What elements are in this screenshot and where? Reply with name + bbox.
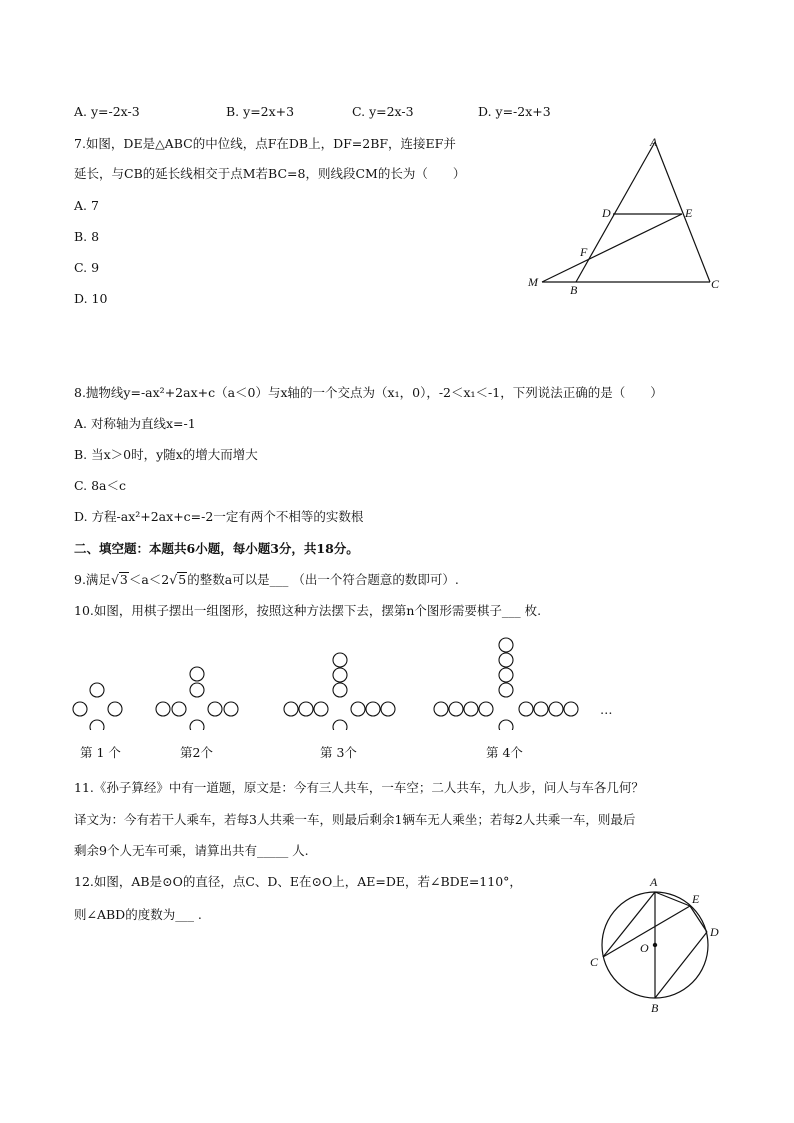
label-o: O bbox=[640, 941, 649, 955]
chord-ae bbox=[655, 892, 690, 906]
q8-option-c: C. 8a＜c bbox=[74, 478, 126, 493]
q8-option-b: B. 当x＞0时，y随x的增大而增大 bbox=[74, 447, 258, 462]
figure-3 bbox=[284, 653, 395, 730]
q7-option-d: D. 10 bbox=[74, 291, 108, 306]
q10-caption-1: 第 1 个 bbox=[80, 745, 121, 760]
q6-option-b: B. y=2x+3 bbox=[226, 104, 295, 119]
sqrt-symbol: √ bbox=[110, 572, 119, 587]
q8-option-a: A. 对称轴为直线x=-1 bbox=[74, 416, 196, 431]
label-a: A bbox=[650, 135, 658, 149]
q12-circle-figure bbox=[582, 870, 732, 1015]
q10-ellipsis: … bbox=[600, 702, 613, 717]
label-d: D bbox=[602, 206, 611, 220]
q8-option-d: D. 方程-ax²+2ax+c=-2一定有两个不相等的实数根 bbox=[74, 509, 364, 524]
q6-option-c: C. y=2x-3 bbox=[352, 104, 414, 119]
q6-option-d: D. y=-2x+3 bbox=[478, 104, 551, 119]
center-dot bbox=[653, 943, 657, 947]
figure-1 bbox=[73, 683, 122, 730]
label-c: C bbox=[590, 955, 599, 969]
q7-option-a: A. 7 bbox=[74, 198, 99, 213]
figure-2 bbox=[156, 667, 238, 730]
figure-4 bbox=[434, 638, 578, 730]
q7-option-c: C. 9 bbox=[74, 260, 100, 275]
q9-radicand-1: 3 bbox=[119, 572, 128, 587]
chord-ed bbox=[690, 906, 707, 932]
label-e: E bbox=[692, 892, 700, 906]
q10-caption-4: 第 4个 bbox=[486, 745, 523, 760]
q9-stem bbox=[74, 572, 459, 588]
q9-prefix: 9.满足 bbox=[74, 572, 111, 587]
sqrt-symbol: √ bbox=[169, 572, 178, 587]
q10-caption-3: 第 3个 bbox=[320, 745, 357, 760]
q11-line1: 11.《孙子算经》中有一道题，原文是：今有三人共车，一车空；二人共车，九人步，问人与车各几何？ bbox=[74, 780, 644, 795]
line-em bbox=[542, 214, 682, 282]
section-title-fill-blank: 二、填空题：本题共6小题，每小题3分，共18分。 bbox=[74, 541, 359, 556]
side-ab bbox=[576, 142, 655, 282]
label-e: E bbox=[685, 206, 693, 220]
label-m: M bbox=[528, 275, 538, 289]
q8-stem: 8.抛物线y=-ax²+2ax+c（a＜0）与x轴的一个交点为（x₁，0），-2＜x₁＜-1，下列说法正确的是（ ） bbox=[74, 385, 663, 400]
side-ac bbox=[655, 142, 710, 282]
q10-caption-2: 第2个 bbox=[180, 745, 213, 760]
q6-option-a: A. y=-2x-3 bbox=[74, 104, 140, 119]
q12-line1: 12.如图，AB是⊙O的直径，点C、D、E在⊙O上，AE=DE，若∠BDE=110°， bbox=[74, 874, 522, 889]
label-b: B bbox=[570, 283, 578, 297]
label-c: C bbox=[711, 277, 720, 291]
q11-line2: 译文为：今有若干人乘车，若每3人共乘一车，则最后剩余1辆车无人乘坐；若每2人共乘一车，则最后 bbox=[74, 812, 636, 827]
q11-line3: 剩余9个人无车可乘，请算出共有_____ 人. bbox=[74, 843, 309, 858]
q9-suffix: 的整数a可以是___ （出一个符合题意的数即可）. bbox=[187, 572, 459, 587]
q7-option-b: B. 8 bbox=[74, 229, 100, 244]
q10-chess-figures bbox=[60, 630, 660, 730]
label-b: B bbox=[651, 1001, 659, 1015]
label-d: D bbox=[710, 925, 719, 939]
q9-radicand-2: 5 bbox=[178, 572, 187, 587]
q12-line2: 则∠ABD的度数为___ . bbox=[74, 907, 202, 922]
q10-stem: 10.如图，用棋子摆出一组图形，按照这种方法摆下去，摆第n个图形需要棋子___ 枚. bbox=[74, 603, 542, 618]
q7-stem-line1: 7.如图，DE是△ABC的中位线，点F在DB上，DF=2BF，连接EF并 bbox=[74, 136, 456, 151]
q7-stem-line2: 延长，与CB的延长线相交于点M若BC=8，则线段CM的长为（ ） bbox=[74, 166, 466, 181]
label-a: A bbox=[650, 875, 658, 889]
chord-db bbox=[655, 932, 707, 998]
q7-triangle-figure bbox=[520, 128, 730, 303]
label-f: F bbox=[580, 245, 588, 259]
q9-mid: ＜a＜2 bbox=[128, 572, 170, 587]
